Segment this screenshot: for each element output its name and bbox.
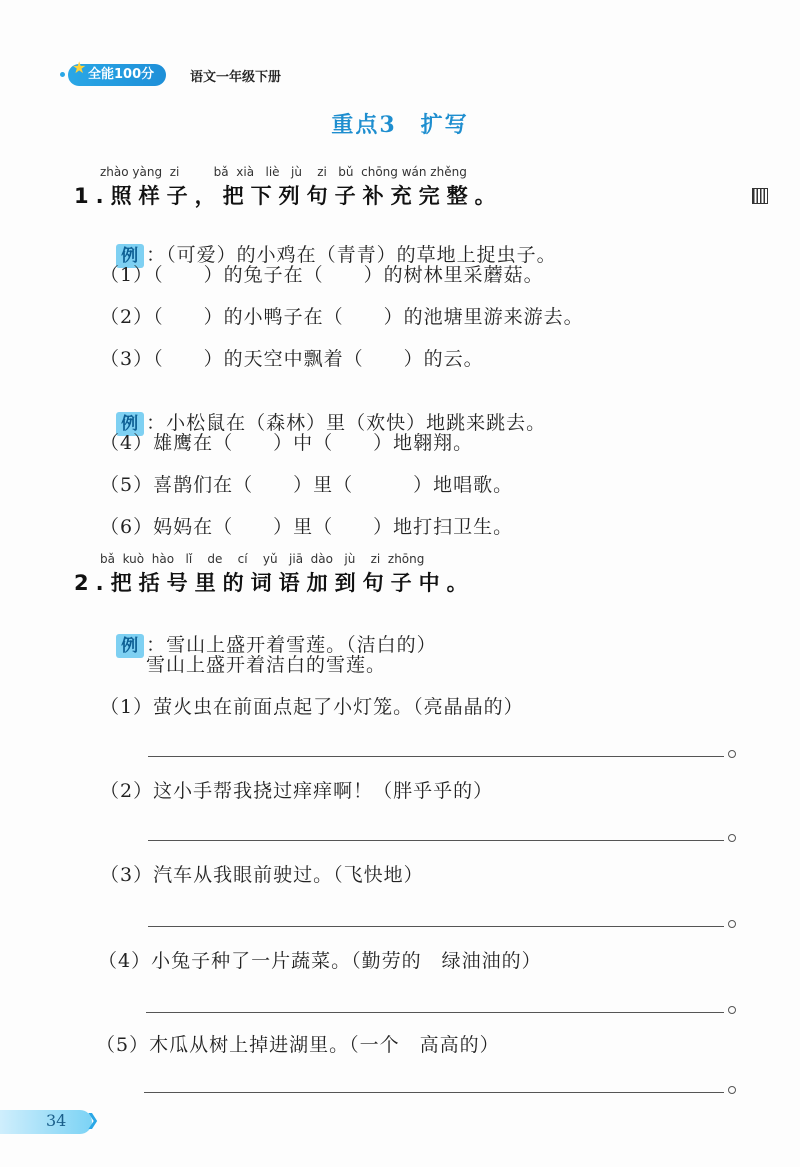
q2-item-4: （4）小兔子种了一片蔬菜。（勤劳的 绿油油的） (98, 950, 542, 972)
star-icon: ★ (72, 58, 87, 77)
q1-item-5: （5）喜鹊们在（ ）里（ ）地唱歌。 (100, 474, 514, 496)
q2-item-3: （3）汽车从我眼前驶过。（飞快地） (100, 864, 424, 886)
period-mark (728, 1086, 736, 1094)
qr-code-icon (752, 188, 768, 204)
q1-pinyin: zhào yàng zi bǎ xià liè jù zi bǔ chōng wán zhěng (100, 165, 467, 179)
answer-line-4[interactable] (146, 1012, 724, 1013)
q2-pinyin: bǎ kuò hào lǐ de cí yǔ jiā dào jù zi zhōng (100, 552, 425, 566)
q1-item-6: （6）妈妈在（ ）里（ ）地打扫卫生。 (100, 516, 514, 538)
example-tag: 例 (116, 412, 144, 436)
q1-example-1-text: ：（可爱）的小鸡在（青青）的草地上捉虫子。 (146, 244, 557, 266)
example-tag: 例 (116, 634, 144, 658)
q1-item-1: （1）（ ）的兔子在（ ）的树林里采蘑菇。 (100, 264, 544, 286)
q2-example-answer: 雪山上盛开着洁白的雪莲。 (146, 654, 387, 676)
answer-line-2[interactable] (148, 840, 724, 841)
q1-item-4: （4）雄鹰在（ ）中（ ）地翱翔。 (100, 432, 474, 454)
example-tag: 例 (116, 244, 144, 268)
answer-line-3[interactable] (148, 926, 724, 927)
answer-line-5[interactable] (144, 1092, 724, 1093)
period-mark (728, 920, 736, 928)
period-mark (728, 750, 736, 758)
q2-item-5: （5）木瓜从树上掉进湖里。（一个 高高的） (96, 1034, 500, 1056)
chevron-right-icon: ❯ (86, 1110, 100, 1129)
q1-item-3: （3）（ ）的天空中飘着（ ）的云。 (100, 348, 484, 370)
book-title: 语文一年级下册 (190, 70, 282, 85)
period-mark (728, 834, 736, 842)
header-dot-decoration (60, 72, 65, 77)
q2-example-text: ：雪山上盛开着雪莲。（洁白的） (146, 634, 437, 656)
q1-item-2: （2）（ ）的小鸭子在（ ）的池塘里游来游去。 (100, 306, 584, 328)
period-mark (728, 1006, 736, 1014)
page-number: 34 (46, 1111, 67, 1130)
q1-example-2-text: ：小松鼠在（森林）里（欢快）地跳来跳去。 (146, 412, 547, 434)
q2-item-2: （2）这小手帮我挠过痒痒啊！（胖乎乎的） (100, 780, 494, 802)
q2-title: 2.把括号里的词语加到句子中。 (74, 571, 475, 595)
section-title: 重点3 扩写 (331, 112, 469, 138)
answer-line-1[interactable] (148, 756, 724, 757)
series-badge: 全能100分 (68, 64, 166, 86)
q2-item-1: （1）萤火虫在前面点起了小灯笼。（亮晶晶的） (100, 696, 524, 718)
q1-title: 1.照样子，把下列句子补充完整。 (74, 184, 503, 208)
